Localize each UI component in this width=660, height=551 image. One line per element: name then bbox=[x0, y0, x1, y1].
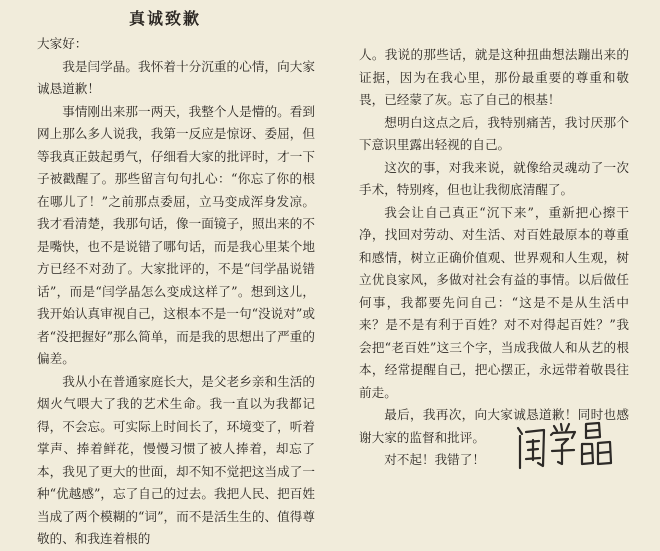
letter-greeting: 大家好： bbox=[37, 36, 88, 51]
right-column bbox=[359, 44, 629, 472]
letter-paragraph: 想明白这点之后，我特别痛苦，我讨厌那个下意识里露出轻视的自己。 bbox=[359, 114, 629, 152]
letter-paragraph: 我从小在普通家庭长大，是父老乡亲和生活的烟火气喂大了我的艺术生命。我一直以为我都记得，不会忘。可实际上时间长了，环境变了，听着掌声、捧着鲜花，慢慢习惯了被人捧着，却忘了本，我见了更大的世面，却不知不觉把这当成了一种“优越感”，忘了自己的过去。我把人民、把百姓当成了两个模糊的“词”，而不是活生生的、值得尊敬的、和我连着根的 bbox=[37, 373, 315, 546]
letter-closing: 对不起！我错了！ bbox=[384, 452, 485, 467]
signature-image bbox=[512, 418, 622, 476]
letter-paragraph: 事情刚出来那一两天，我整个人是懵的。看到网上那么多人说我，我第一反应是惊讶、委屈，但等我真正鼓起勇气，仔细看大家的批评时，才一下子被戳醒了。那些留言句句扎心：“你忘了你的根在哪儿了！”之前那点委屈，立马变成浑身发凉。我才看清楚，我那句话，像一面镜子，照出来的不是嘴快，也不是说错了哪句话，而是我心里某个地方已经不对劲了。大家批评的，不是“闫学晶说错话”，而是“闫学晶怎么变成这样了”。想到这儿，我开始认真审视自己，这根本不是一句“没说对”或者“没把握好”那么简单，而是我的思想出了严重的偏差。 bbox=[37, 103, 315, 366]
letter-paragraph: 我是闫学晶。我怀着十分沉重的心情，向大家诚恳道歉！ bbox=[37, 58, 315, 96]
letter-paragraph: 我会让自己真正“沉下来”，重新把心擦干净，找回对劳动、对生活、对百姓最原本的尊重和感情，树立正确价值观、世界观和人生观，树立优良家风，多做对社会有益的事情。以后做任何事，我都要先问自己：“这是不是从生活中来？是不是有利于百姓？对不对得起百姓？”我会把“老百姓”这三个字，当成我做人和从艺的根本，经常提醒自己，把心摆正，永远带着敬畏往前走。 bbox=[359, 204, 629, 400]
left-column bbox=[37, 33, 315, 551]
letter-paragraph: 最后，我再次，向大家诚恳道歉！同时也感谢大家的监督和批评。 bbox=[359, 407, 629, 445]
handwritten-signature bbox=[512, 418, 622, 476]
letter-title: 真诚致歉 bbox=[128, 9, 201, 28]
letter-paragraph: 人。我说的那些话，就是这种扭曲想法蹦出来的证据，因为在我心里，那份最重要的尊重和敬畏，已经蒙了灰。忘了自己的根基！ bbox=[359, 47, 629, 107]
letter-paragraph: 这次的事，对我来说，就像给灵魂动了一次手术，特别疼，但也让我彻底清醒了。 bbox=[359, 159, 629, 197]
